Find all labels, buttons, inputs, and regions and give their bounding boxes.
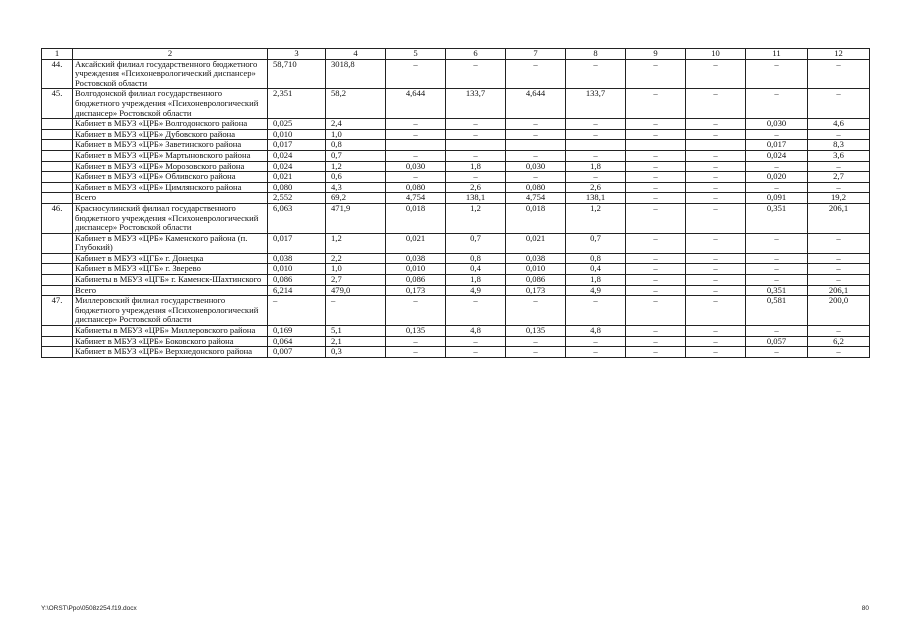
row-number-cell: 47. — [42, 296, 73, 326]
row-number-cell — [42, 172, 73, 183]
value-cell: 0,8 — [566, 253, 626, 264]
value-cell: – — [626, 193, 686, 204]
institution-name-cell: Кабинет в МБУЗ «ЦРБ» Волгодонского района — [73, 119, 268, 130]
value-cell: 4,9 — [446, 285, 506, 296]
row-number-cell — [42, 161, 73, 172]
institution-name-cell: Кабинет в МБУЗ «ЦРБ» Цимлянского района — [73, 182, 268, 193]
row-number-cell — [42, 285, 73, 296]
value-cell: – — [446, 119, 506, 130]
table-row — [42, 182, 870, 193]
value-cell: – — [686, 253, 746, 264]
value-cell: – — [746, 233, 808, 253]
value-cell: – — [386, 347, 446, 358]
value-cell: – — [386, 172, 446, 183]
value-cell: 4,754 — [506, 193, 566, 204]
value-cell: – — [808, 275, 870, 286]
value-cell: 0,7 — [446, 233, 506, 253]
header-cell: 11 — [746, 49, 808, 60]
value-cell: – — [506, 172, 566, 183]
file-path: Y:\ORST\Ppo\0508z254.f19.docx — [41, 605, 137, 612]
value-cell: 0,3 — [326, 347, 386, 358]
institution-name-cell: Кабинет в МБУЗ «ЦРБ» Верхнедонского района — [73, 347, 268, 358]
value-cell: – — [626, 203, 686, 233]
institution-name-cell: Кабинеты в МБУЗ «ЦГБ» г. Каменск-Шахтинского — [73, 275, 268, 286]
value-cell: 0,024 — [746, 150, 808, 161]
value-cell: 0,021 — [268, 172, 326, 183]
value-cell: – — [566, 347, 626, 358]
value-cell: 133,7 — [566, 89, 626, 119]
value-cell: 0,017 — [746, 140, 808, 151]
value-cell: 2,552 — [268, 193, 326, 204]
institution-name-cell: Кабинет в МБУЗ «ЦРБ» Каменского района (п. Глубокий) — [73, 233, 268, 253]
value-cell: – — [626, 172, 686, 183]
row-number-cell — [42, 347, 73, 358]
value-cell: – — [686, 150, 746, 161]
value-cell: 0,080 — [386, 182, 446, 193]
value-cell: 2,351 — [268, 89, 326, 119]
value-cell: 138,1 — [566, 193, 626, 204]
value-cell: – — [746, 59, 808, 89]
row-number-cell: 46. — [42, 203, 73, 233]
row-number-cell: 44. — [42, 59, 73, 89]
value-cell: – — [506, 347, 566, 358]
value-cell: – — [686, 326, 746, 337]
value-cell: – — [506, 129, 566, 140]
value-cell — [566, 140, 626, 151]
value-cell: – — [566, 336, 626, 347]
table-row — [42, 119, 870, 130]
value-cell: 4,3 — [326, 182, 386, 193]
value-cell: 0,173 — [386, 285, 446, 296]
value-cell: – — [626, 264, 686, 275]
value-cell: 3,6 — [808, 150, 870, 161]
value-cell: 0,024 — [268, 150, 326, 161]
value-cell: 2,1 — [326, 336, 386, 347]
value-cell: 0,080 — [268, 182, 326, 193]
value-cell: – — [746, 347, 808, 358]
data-table — [41, 48, 870, 358]
value-cell: – — [626, 296, 686, 326]
value-cell: – — [506, 336, 566, 347]
row-number-cell — [42, 264, 73, 275]
value-cell: 58,2 — [326, 89, 386, 119]
value-cell: 0,351 — [746, 203, 808, 233]
value-cell: – — [506, 119, 566, 130]
value-cell: 200,0 — [808, 296, 870, 326]
value-cell: – — [326, 296, 386, 326]
value-cell: – — [746, 326, 808, 337]
value-cell: 1,8 — [566, 275, 626, 286]
table-row — [42, 336, 870, 347]
value-cell — [686, 140, 746, 151]
table-row — [42, 285, 870, 296]
value-cell: – — [626, 89, 686, 119]
value-cell: 1,0 — [326, 264, 386, 275]
value-cell: 0,4 — [446, 264, 506, 275]
value-cell: 138,1 — [446, 193, 506, 204]
value-cell: – — [626, 150, 686, 161]
table-row — [42, 150, 870, 161]
value-cell: 0,351 — [746, 285, 808, 296]
value-cell: – — [808, 347, 870, 358]
row-number-cell — [42, 193, 73, 204]
value-cell: – — [446, 336, 506, 347]
value-cell: 1,8 — [446, 161, 506, 172]
row-number-cell — [42, 129, 73, 140]
table-row — [42, 203, 870, 233]
value-cell: – — [446, 172, 506, 183]
value-cell: 4,644 — [506, 89, 566, 119]
table-row — [42, 275, 870, 286]
value-cell: – — [686, 59, 746, 89]
value-cell: 4,754 — [386, 193, 446, 204]
value-cell: – — [386, 150, 446, 161]
table-row — [42, 264, 870, 275]
value-cell: – — [626, 347, 686, 358]
row-number-cell — [42, 119, 73, 130]
value-cell: – — [808, 253, 870, 264]
value-cell: 3018,8 — [326, 59, 386, 89]
value-cell: – — [808, 129, 870, 140]
header-cell: 9 — [626, 49, 686, 60]
table-row — [42, 233, 870, 253]
table-row — [42, 59, 870, 89]
value-cell: – — [446, 347, 506, 358]
value-cell: – — [686, 336, 746, 347]
value-cell: 4,644 — [386, 89, 446, 119]
value-cell: 0,091 — [746, 193, 808, 204]
value-cell: 0,6 — [326, 172, 386, 183]
row-number-cell — [42, 182, 73, 193]
value-cell: – — [626, 161, 686, 172]
value-cell: 1,8 — [446, 275, 506, 286]
value-cell: 4,8 — [446, 326, 506, 337]
value-cell: – — [686, 161, 746, 172]
table-row — [42, 296, 870, 326]
value-cell — [446, 140, 506, 151]
value-cell: 0,038 — [386, 253, 446, 264]
value-cell: – — [808, 233, 870, 253]
value-cell: – — [446, 129, 506, 140]
value-cell: 1,0 — [326, 129, 386, 140]
value-cell: 1,2 — [566, 203, 626, 233]
value-cell: 479,0 — [326, 285, 386, 296]
institution-name-cell: Кабинет в МБУЗ «ЦРБ» Заветинского района — [73, 140, 268, 151]
value-cell: 2,7 — [808, 172, 870, 183]
value-cell — [626, 140, 686, 151]
value-cell: 0,007 — [268, 347, 326, 358]
institution-name-cell: Миллеровский филиал государственного бюджетного учреждения «Психоневрологический диспансер» Ростовской области — [73, 296, 268, 326]
value-cell: 206,1 — [808, 285, 870, 296]
table-row — [42, 193, 870, 204]
header-cell: 1 — [42, 49, 73, 60]
value-cell: 0,135 — [386, 326, 446, 337]
value-cell: 19,2 — [808, 193, 870, 204]
value-cell: – — [626, 285, 686, 296]
value-cell: 0,010 — [386, 264, 446, 275]
value-cell: 4,6 — [808, 119, 870, 130]
page-number: 80 — [861, 605, 869, 612]
row-number-cell — [42, 326, 73, 337]
value-cell: – — [686, 285, 746, 296]
institution-name-cell: Аксайский филиал государственного бюджетного учреждения «Психоневрологический диспансер» Ростовской области — [73, 59, 268, 89]
table-row — [42, 140, 870, 151]
value-cell: – — [686, 203, 746, 233]
table-body — [42, 49, 870, 358]
value-cell: 0,086 — [386, 275, 446, 286]
value-cell: 0,021 — [506, 233, 566, 253]
value-cell: – — [746, 275, 808, 286]
value-cell: 133,7 — [446, 89, 506, 119]
header-cell: 2 — [73, 49, 268, 60]
institution-name-cell: Кабинет в МБУЗ «ЦРБ» Боковского района — [73, 336, 268, 347]
value-cell: – — [686, 275, 746, 286]
value-cell: – — [686, 233, 746, 253]
value-cell: – — [506, 150, 566, 161]
value-cell: 2,2 — [326, 253, 386, 264]
value-cell: – — [446, 59, 506, 89]
value-cell: 0,030 — [746, 119, 808, 130]
value-cell: – — [808, 182, 870, 193]
value-cell: 0,038 — [268, 253, 326, 264]
value-cell: 0,017 — [268, 233, 326, 253]
value-cell: 1,2 — [326, 161, 386, 172]
value-cell: – — [446, 150, 506, 161]
value-cell: – — [808, 89, 870, 119]
value-cell: – — [626, 182, 686, 193]
value-cell: 1,8 — [566, 161, 626, 172]
value-cell: – — [808, 161, 870, 172]
table-row — [42, 253, 870, 264]
value-cell: 2,7 — [326, 275, 386, 286]
value-cell: 0,080 — [506, 182, 566, 193]
header-cell: 5 — [386, 49, 446, 60]
value-cell: – — [686, 172, 746, 183]
value-cell: 0,030 — [386, 161, 446, 172]
table-row — [42, 129, 870, 140]
value-cell: 471,9 — [326, 203, 386, 233]
value-cell: 2,6 — [446, 182, 506, 193]
value-cell: – — [626, 253, 686, 264]
row-number-cell — [42, 253, 73, 264]
value-cell: 206,1 — [808, 203, 870, 233]
value-cell: – — [746, 129, 808, 140]
value-cell: 0,4 — [566, 264, 626, 275]
value-cell: 0,581 — [746, 296, 808, 326]
value-cell: 2,6 — [566, 182, 626, 193]
value-cell: – — [566, 150, 626, 161]
value-cell: – — [386, 59, 446, 89]
institution-name-cell: Кабинет в МБУЗ «ЦРБ» Мартыновского района — [73, 150, 268, 161]
value-cell: 0,010 — [268, 129, 326, 140]
header-cell: 4 — [326, 49, 386, 60]
header-cell: 7 — [506, 49, 566, 60]
institution-name-cell: Всего — [73, 193, 268, 204]
value-cell: – — [686, 296, 746, 326]
value-cell: 0,173 — [506, 285, 566, 296]
value-cell: – — [386, 296, 446, 326]
value-cell: – — [626, 275, 686, 286]
value-cell: – — [386, 336, 446, 347]
header-cell: 6 — [446, 49, 506, 60]
value-cell: 0,7 — [566, 233, 626, 253]
value-cell: – — [566, 59, 626, 89]
value-cell: – — [746, 253, 808, 264]
header-cell: 10 — [686, 49, 746, 60]
row-number-cell — [42, 150, 73, 161]
value-cell: 69,2 — [326, 193, 386, 204]
value-cell: – — [686, 182, 746, 193]
value-cell: – — [626, 233, 686, 253]
value-cell: 5,1 — [326, 326, 386, 337]
value-cell: 0,038 — [506, 253, 566, 264]
row-number-cell — [42, 275, 73, 286]
institution-name-cell: Кабинет в МБУЗ «ЦГБ» г. Зверево — [73, 264, 268, 275]
value-cell: – — [566, 296, 626, 326]
value-cell: 0,018 — [386, 203, 446, 233]
value-cell — [506, 140, 566, 151]
value-cell: – — [808, 59, 870, 89]
value-cell: 0,7 — [326, 150, 386, 161]
value-cell: 0,020 — [746, 172, 808, 183]
value-cell: – — [746, 182, 808, 193]
value-cell: – — [808, 264, 870, 275]
value-cell: – — [686, 89, 746, 119]
table-row — [42, 347, 870, 358]
row-number-cell: 45. — [42, 89, 73, 119]
value-cell: 6,063 — [268, 203, 326, 233]
value-cell: 1,2 — [446, 203, 506, 233]
value-cell: 0,064 — [268, 336, 326, 347]
value-cell: – — [446, 296, 506, 326]
value-cell: – — [566, 129, 626, 140]
value-cell: 0,017 — [268, 140, 326, 151]
table-row — [42, 326, 870, 337]
value-cell: – — [746, 89, 808, 119]
value-cell: 0,018 — [506, 203, 566, 233]
value-cell: – — [686, 129, 746, 140]
value-cell: 0,010 — [268, 264, 326, 275]
value-cell: 4,9 — [566, 285, 626, 296]
institution-name-cell: Кабинет в МБУЗ «ЦРБ» Морозовского района — [73, 161, 268, 172]
value-cell: – — [686, 347, 746, 358]
header-cell: 12 — [808, 49, 870, 60]
institution-name-cell: Кабинеты в МБУЗ «ЦРБ» Миллеровского района — [73, 326, 268, 337]
value-cell: – — [626, 59, 686, 89]
value-cell: – — [626, 336, 686, 347]
value-cell: – — [686, 193, 746, 204]
value-cell: 1,2 — [326, 233, 386, 253]
value-cell: 6,2 — [808, 336, 870, 347]
value-cell: – — [686, 264, 746, 275]
value-cell: 0,010 — [506, 264, 566, 275]
value-cell: – — [746, 161, 808, 172]
value-cell: 8,3 — [808, 140, 870, 151]
institution-name-cell: Кабинет в МБУЗ «ЦРБ» Дубовского района — [73, 129, 268, 140]
value-cell: 58,710 — [268, 59, 326, 89]
table-row — [42, 161, 870, 172]
value-cell: – — [626, 326, 686, 337]
institution-name-cell: Красносулинский филиал государственного бюджетного учреждения «Психоневрологический диспансер» Ростовской области — [73, 203, 268, 233]
value-cell: 0,021 — [386, 233, 446, 253]
value-cell: 0,169 — [268, 326, 326, 337]
value-cell: 0,135 — [506, 326, 566, 337]
value-cell: 0,024 — [268, 161, 326, 172]
value-cell: – — [506, 59, 566, 89]
institution-name-cell: Волгодонской филиал государственного бюджетного учреждения «Психоневрологический диспансер» Ростовской области — [73, 89, 268, 119]
value-cell: 0,8 — [446, 253, 506, 264]
value-cell: 0,086 — [506, 275, 566, 286]
header-cell: 3 — [268, 49, 326, 60]
table-row — [42, 172, 870, 183]
value-cell: – — [386, 129, 446, 140]
institution-name-cell: Кабинет в МБУЗ «ЦРБ» Обливского района — [73, 172, 268, 183]
value-cell: – — [808, 326, 870, 337]
table-header-row — [42, 49, 870, 60]
value-cell: 0,025 — [268, 119, 326, 130]
value-cell: 0,086 — [268, 275, 326, 286]
header-cell: 8 — [566, 49, 626, 60]
row-number-cell — [42, 336, 73, 347]
value-cell: 0,030 — [506, 161, 566, 172]
institution-name-cell: Всего — [73, 285, 268, 296]
value-cell — [386, 140, 446, 151]
value-cell: 6,214 — [268, 285, 326, 296]
value-cell: – — [626, 119, 686, 130]
value-cell: – — [268, 296, 326, 326]
row-number-cell — [42, 233, 73, 253]
table-row — [42, 89, 870, 119]
institution-name-cell: Кабинет в МБУЗ «ЦГБ» г. Донецка — [73, 253, 268, 264]
value-cell: 0,8 — [326, 140, 386, 151]
value-cell: 2,4 — [326, 119, 386, 130]
value-cell: 0,057 — [746, 336, 808, 347]
value-cell: – — [566, 172, 626, 183]
value-cell: – — [686, 119, 746, 130]
value-cell: 4,8 — [566, 326, 626, 337]
value-cell: – — [386, 119, 446, 130]
value-cell: – — [626, 129, 686, 140]
value-cell: – — [506, 296, 566, 326]
row-number-cell — [42, 140, 73, 151]
value-cell: – — [746, 264, 808, 275]
value-cell: – — [566, 119, 626, 130]
